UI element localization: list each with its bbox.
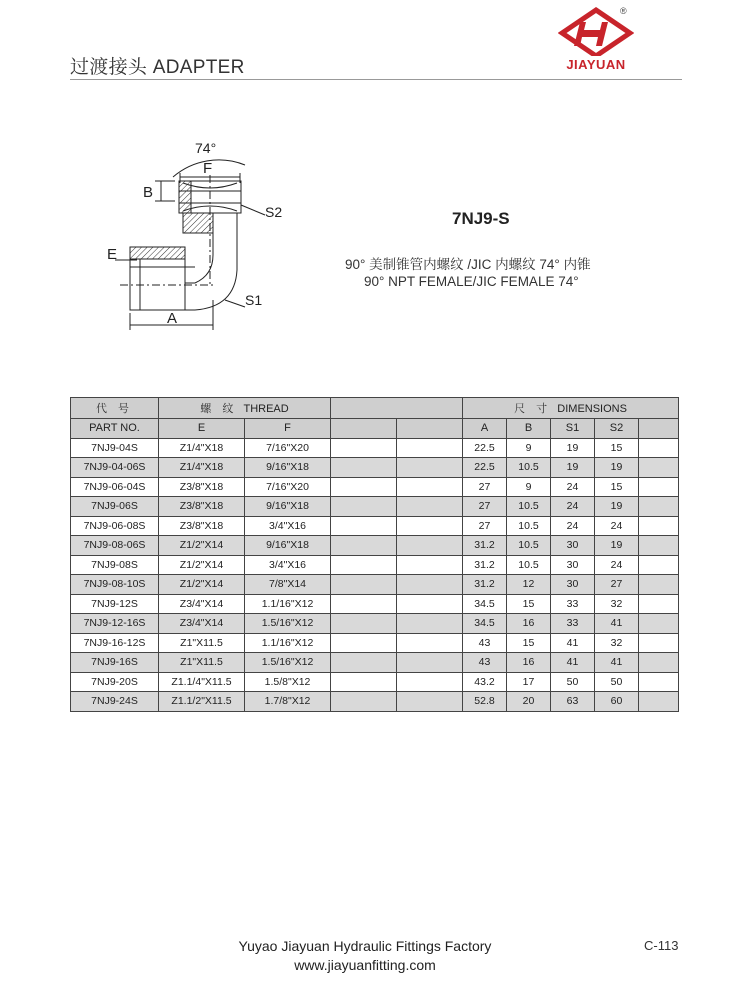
table-cell: 9/16"X18	[245, 536, 331, 556]
table-cell: 7/8"X14	[245, 575, 331, 595]
table-row	[71, 477, 679, 497]
s1-label: S1	[245, 292, 263, 308]
table-cell: 7NJ9-24S	[71, 692, 159, 712]
table-cell: 7NJ9-06S	[71, 497, 159, 517]
table-cell	[639, 653, 679, 673]
table-cell: 19	[551, 458, 595, 478]
table-row	[71, 653, 679, 673]
table-row	[71, 438, 679, 458]
table-cell	[639, 614, 679, 634]
table-cell	[331, 555, 397, 575]
table-cell: Z1"X11.5	[159, 653, 245, 673]
table-cell: 24	[551, 477, 595, 497]
table-row	[71, 594, 679, 614]
table-cell: 7NJ9-16-12S	[71, 633, 159, 653]
table-cell: 63	[551, 692, 595, 712]
table-cell: 31.2	[463, 536, 507, 556]
table-row	[71, 575, 679, 595]
table-cell: 41	[551, 633, 595, 653]
table-cell: Z3/8"X18	[159, 477, 245, 497]
header-code-cn: 代 号	[71, 398, 159, 419]
table-cell: Z3/8"X18	[159, 516, 245, 536]
table-header-row	[71, 419, 679, 439]
table-cell: 9	[507, 438, 551, 458]
company-name: Yuyao Jiayuan Hydraulic Fittings Factory	[238, 938, 492, 954]
table-cell: 19	[595, 536, 639, 556]
table-row	[71, 692, 679, 712]
product-description-cn: 90° 美制锥管内螺纹 /JIC 内螺纹 74° 内锥	[345, 257, 591, 272]
table-row	[71, 536, 679, 556]
table-cell: 7NJ9-08-10S	[71, 575, 159, 595]
table-cell: 1.7/8"X12	[245, 692, 331, 712]
table-cell: Z1/2"X14	[159, 575, 245, 595]
table-cell: 50	[595, 672, 639, 692]
table-cell: 27	[463, 477, 507, 497]
dimensions-table	[70, 397, 679, 712]
table-cell: 32	[595, 594, 639, 614]
table-cell	[639, 438, 679, 458]
f-label: F	[203, 160, 213, 177]
table-cell	[397, 653, 463, 673]
table-cell	[331, 438, 397, 458]
table-cell: 43	[463, 633, 507, 653]
table-cell	[331, 477, 397, 497]
table-cell	[639, 477, 679, 497]
column-header: E	[159, 419, 245, 439]
table-cell: 50	[551, 672, 595, 692]
table-cell: 7/16"X20	[245, 477, 331, 497]
table-cell	[639, 497, 679, 517]
table-cell	[397, 633, 463, 653]
table-cell	[639, 516, 679, 536]
table-row	[71, 555, 679, 575]
column-header: A	[463, 419, 507, 439]
table-cell: 34.5	[463, 614, 507, 634]
product-description-en: 90° NPT FEMALE/JIC FEMALE 74°	[364, 274, 579, 289]
table-cell: 7NJ9-12S	[71, 594, 159, 614]
table-cell: 1.5/16"X12	[245, 614, 331, 634]
table-cell: Z1.1/4"X11.5	[159, 672, 245, 692]
table-cell	[639, 633, 679, 653]
table-cell	[331, 672, 397, 692]
table-cell: 7NJ9-08-06S	[71, 536, 159, 556]
header-divider	[70, 79, 682, 80]
table-cell: 43	[463, 653, 507, 673]
table-row	[71, 614, 679, 634]
page-number: C-113	[644, 938, 679, 953]
registered-mark: ®	[620, 6, 627, 16]
table-cell: 24	[595, 516, 639, 536]
brand-name: JIAYUAN	[566, 57, 626, 72]
product-model: 7NJ9-S	[452, 209, 510, 228]
table-cell: 9/16"X18	[245, 497, 331, 517]
column-header: F	[245, 419, 331, 439]
table-cell	[331, 516, 397, 536]
table-cell: 30	[551, 555, 595, 575]
table-cell: 12	[507, 575, 551, 595]
table-cell: Z3/4"X14	[159, 614, 245, 634]
table-cell: 24	[551, 497, 595, 517]
table-cell	[397, 438, 463, 458]
table-cell: 7NJ9-20S	[71, 672, 159, 692]
table-cell: 10.5	[507, 516, 551, 536]
table-cell	[331, 614, 397, 634]
table-cell	[639, 594, 679, 614]
table-cell	[331, 692, 397, 712]
table-cell: 3/4"X16	[245, 516, 331, 536]
logo-diamond-icon	[562, 10, 630, 56]
table-cell: 15	[507, 594, 551, 614]
table-cell: 3/4"X16	[245, 555, 331, 575]
table-cell: 41	[595, 653, 639, 673]
table-cell: 7NJ9-06-08S	[71, 516, 159, 536]
table-cell: 27	[463, 497, 507, 517]
table-cell	[397, 536, 463, 556]
angle-label: 74°	[195, 140, 217, 156]
table-cell	[397, 672, 463, 692]
column-header: PART NO.	[71, 419, 159, 439]
table-cell	[397, 497, 463, 517]
table-cell: 24	[595, 555, 639, 575]
table-cell: 31.2	[463, 575, 507, 595]
table-cell: 30	[551, 536, 595, 556]
table-cell: 33	[551, 594, 595, 614]
table-cell: 1.1/16"X12	[245, 594, 331, 614]
table-cell: 1.1/16"X12	[245, 633, 331, 653]
table-cell	[331, 458, 397, 478]
table-cell	[397, 692, 463, 712]
table-cell: 9	[507, 477, 551, 497]
table-cell	[331, 536, 397, 556]
table-cell: 15	[507, 633, 551, 653]
website-link[interactable]: www.jiayuanfitting.com	[294, 957, 436, 973]
table-cell: 22.5	[463, 458, 507, 478]
table-cell: 17	[507, 672, 551, 692]
table-cell	[397, 555, 463, 575]
b-label: B	[143, 184, 154, 201]
table-cell: 20	[507, 692, 551, 712]
table-row	[71, 633, 679, 653]
table-cell	[639, 692, 679, 712]
table-cell: 27	[595, 575, 639, 595]
table-cell	[331, 594, 397, 614]
table-cell	[331, 653, 397, 673]
table-cell: Z1.1/2"X11.5	[159, 692, 245, 712]
table-header-group-row	[71, 398, 679, 419]
table-cell: 27	[463, 516, 507, 536]
fitting-drawing	[95, 135, 330, 335]
table-row	[71, 516, 679, 536]
table-cell: 16	[507, 653, 551, 673]
table-cell: 10.5	[507, 497, 551, 517]
column-header: B	[507, 419, 551, 439]
table-cell: Z1"X11.5	[159, 633, 245, 653]
table-cell	[639, 536, 679, 556]
table-cell	[639, 672, 679, 692]
a-label: A	[167, 310, 178, 327]
page-title: 过渡接头 ADAPTER	[70, 57, 245, 78]
table-cell: Z3/8"X18	[159, 497, 245, 517]
table-cell: 1.5/16"X12	[245, 653, 331, 673]
table-cell: 15	[595, 477, 639, 497]
table-cell: 52.8	[463, 692, 507, 712]
table-cell: Z1/4"X18	[159, 438, 245, 458]
table-cell	[639, 555, 679, 575]
table-cell: 60	[595, 692, 639, 712]
table-cell: 7/16"X20	[245, 438, 331, 458]
table-cell: Z1/4"X18	[159, 458, 245, 478]
table-cell: 7NJ9-08S	[71, 555, 159, 575]
table-cell	[331, 497, 397, 517]
column-header	[331, 419, 397, 439]
table-cell: 19	[595, 458, 639, 478]
table-cell	[639, 458, 679, 478]
table-cell	[397, 516, 463, 536]
table-cell	[639, 575, 679, 595]
table-cell: 19	[551, 438, 595, 458]
column-header	[397, 419, 463, 439]
table-cell	[397, 594, 463, 614]
table-cell	[397, 458, 463, 478]
table-cell: 22.5	[463, 438, 507, 458]
table-cell: 19	[595, 497, 639, 517]
table-cell: Z1/2"X14	[159, 536, 245, 556]
table-cell: 7NJ9-16S	[71, 653, 159, 673]
table-cell: 7NJ9-06-04S	[71, 477, 159, 497]
table-row	[71, 497, 679, 517]
table-cell: 7NJ9-04S	[71, 438, 159, 458]
table-cell: 10.5	[507, 458, 551, 478]
table-cell	[397, 614, 463, 634]
table-cell: 43.2	[463, 672, 507, 692]
header-dimensions: 尺 寸 DIMENSIONS	[463, 398, 679, 419]
table-cell: 15	[595, 438, 639, 458]
table-cell: 24	[551, 516, 595, 536]
column-header: S2	[595, 419, 639, 439]
table-cell: 33	[551, 614, 595, 634]
header-thread: 螺 纹 THREAD	[159, 398, 331, 419]
table-cell: Z3/4"X14	[159, 594, 245, 614]
column-header	[639, 419, 679, 439]
table-cell: 7NJ9-12-16S	[71, 614, 159, 634]
table-cell: 16	[507, 614, 551, 634]
table-cell	[331, 633, 397, 653]
s2-label: S2	[265, 204, 283, 220]
table-cell: 41	[551, 653, 595, 673]
table-cell: 30	[551, 575, 595, 595]
table-cell	[331, 575, 397, 595]
header-blank	[331, 398, 463, 419]
table-row	[71, 672, 679, 692]
e-label: E	[107, 246, 118, 263]
table-cell: Z1/2"X14	[159, 555, 245, 575]
table-row	[71, 458, 679, 478]
table-cell: 9/16"X18	[245, 458, 331, 478]
table-cell	[397, 477, 463, 497]
column-header: S1	[551, 419, 595, 439]
table-cell: 1.5/8"X12	[245, 672, 331, 692]
table-cell: 31.2	[463, 555, 507, 575]
table-cell: 41	[595, 614, 639, 634]
table-cell: 10.5	[507, 555, 551, 575]
table-cell	[397, 575, 463, 595]
table-cell: 34.5	[463, 594, 507, 614]
table-cell: 10.5	[507, 536, 551, 556]
table-cell: 32	[595, 633, 639, 653]
table-cell: 7NJ9-04-06S	[71, 458, 159, 478]
